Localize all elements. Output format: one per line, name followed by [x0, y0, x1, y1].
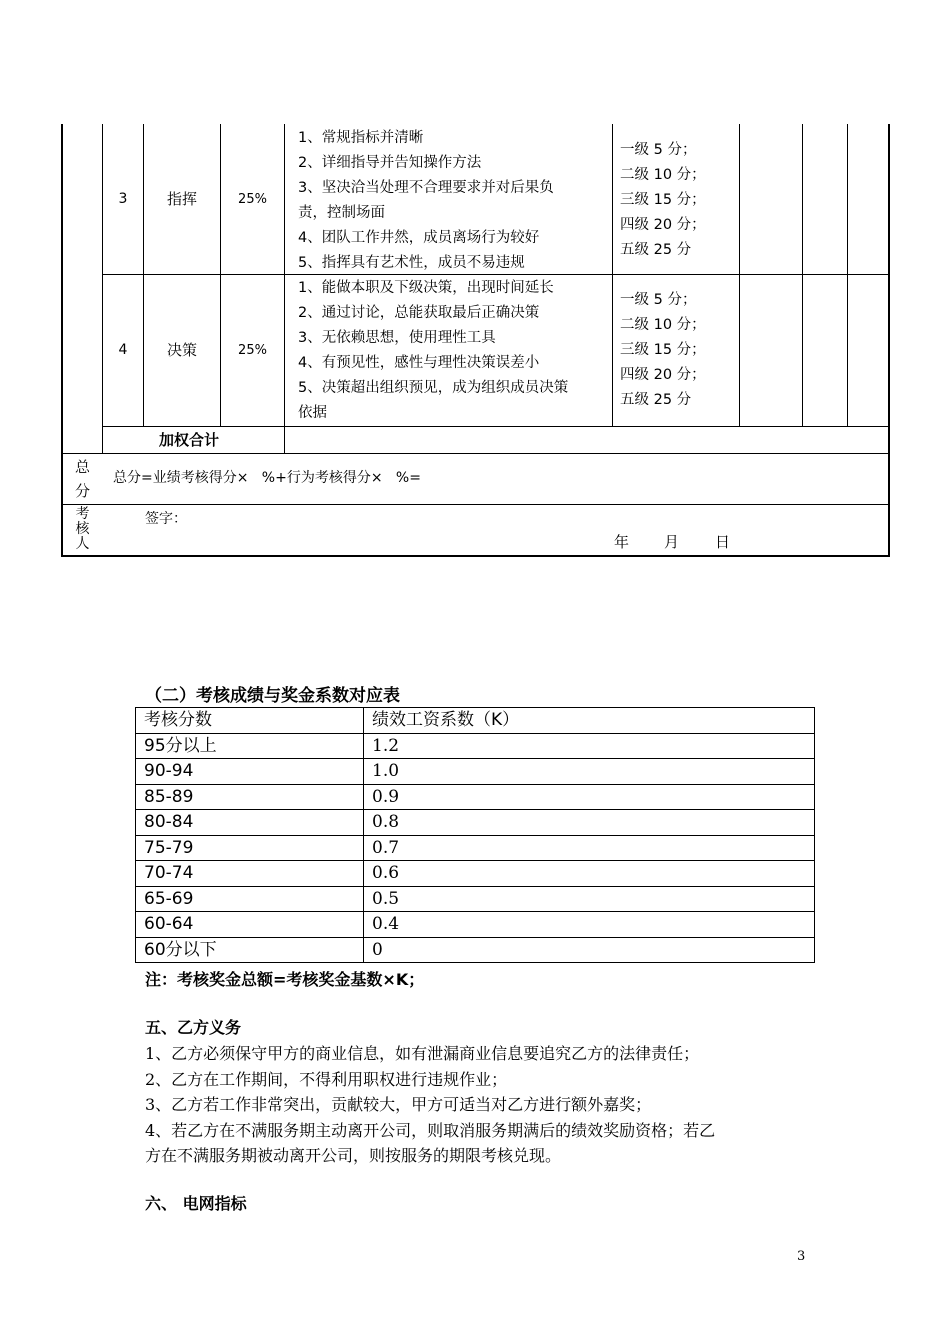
coefficient: 0.8 [364, 810, 815, 836]
section5-heading: 五、乙方义务 [145, 1018, 242, 1037]
table-header-row [136, 708, 815, 734]
level-line: 一级 5 分； [620, 292, 697, 308]
page-number: 3 [797, 1249, 806, 1264]
row-number: 4 [118, 342, 128, 358]
criteria-line: 3、坚决洽当处理不合理要求并对后果负 [298, 180, 554, 196]
item-name: 决策 [166, 341, 197, 359]
level-scores [620, 138, 738, 263]
table-row [136, 733, 815, 759]
level-scores [620, 288, 738, 413]
date-year: 年 [614, 533, 630, 551]
weighted-total-label: 加权合计 [159, 431, 220, 449]
table-row [136, 810, 815, 836]
section6-heading: 六、 电网指标 [145, 1194, 247, 1213]
criteria-line: 1、常规指标并清晰 [298, 130, 424, 146]
total-label-char: 总 [74, 458, 90, 476]
score-range: 80-84 [136, 810, 364, 836]
coefficient: 0.9 [364, 784, 815, 810]
table-row [136, 759, 815, 785]
coefficient: 0.4 [364, 912, 815, 938]
coefficient: 0.7 [364, 835, 815, 861]
coefficient: 1.0 [364, 759, 815, 785]
assessor-label-char: 考 [75, 506, 90, 522]
criteria-line: 2、详细指导并告知操作方法 [298, 155, 482, 171]
assessor-label-char: 核 [75, 521, 90, 537]
level-line: 五级 25 分 [620, 392, 692, 408]
item-weight: 25% [238, 343, 267, 358]
level-line: 三级 15 分； [620, 192, 706, 208]
level-line: 四级 20 分； [620, 367, 706, 383]
total-label [63, 454, 102, 505]
score-coefficient-table [135, 707, 815, 963]
criteria-line: 责，控制场面 [298, 205, 385, 221]
criteria-line: 4、团队工作井然，成员离场行为较好 [298, 230, 540, 246]
section5-line: 方在不满服务期被动离开公司，则按服务的期限考核兑现。 [145, 1146, 562, 1165]
table-row [136, 912, 815, 938]
level-line: 五级 25 分 [620, 242, 692, 258]
criteria-line: 4、有预见性，感性与理性决策误差小 [298, 355, 540, 371]
criteria-line: 3、无依赖思想，使用理性工具 [298, 330, 496, 346]
criteria-line: 5、指挥具有艺术性，成员不易违规 [298, 255, 525, 271]
evaluation-table [61, 124, 890, 557]
table-row [136, 886, 815, 912]
total-formula: 总分=业绩考核得分× %+行为考核得分× %= [113, 470, 421, 486]
level-line: 三级 15 分； [620, 342, 706, 358]
coefficient: 0 [364, 937, 815, 963]
section5-line: 3、乙方若工作非常突出，贡献较大，甲方可适当对乙方进行额外嘉奖； [145, 1095, 652, 1114]
date-month: 月 [664, 533, 680, 551]
level-line: 二级 10 分； [620, 317, 706, 333]
section5-line: 2、乙方在工作期间，不得利用职权进行违规作业； [145, 1070, 508, 1089]
criteria-list [298, 126, 610, 276]
level-line: 二级 10 分； [620, 167, 706, 183]
item-name: 指挥 [166, 189, 197, 208]
coefficient: 0.6 [364, 861, 815, 887]
score-range: 60分以下 [136, 937, 364, 963]
criteria-line: 依据 [298, 405, 327, 421]
criteria-line: 1、能做本职及下级决策，出现时间延长 [298, 280, 554, 296]
score-range: 90-94 [136, 759, 364, 785]
coefficient: 1.2 [364, 733, 815, 759]
table-row [136, 861, 815, 887]
criteria-line: 2、通过讨论，总能获取最后正确决策 [298, 305, 540, 321]
item-weight: 25% [238, 191, 267, 207]
date-day: 日 [715, 533, 731, 551]
table-row [136, 784, 815, 810]
score-range: 75-79 [136, 835, 364, 861]
assessor-label [63, 505, 102, 557]
assessor-label-char: 人 [75, 536, 90, 552]
signature-label: 签字： [145, 511, 187, 527]
score-range: 65-69 [136, 886, 364, 912]
score-range: 85-89 [136, 784, 364, 810]
score-table-title: （二）考核成绩与奖金系数对应表 [145, 686, 400, 706]
score-note: 注：考核奖金总额=考核奖金基数×K； [145, 970, 425, 989]
table-row [136, 835, 815, 861]
criteria-line: 5、决策超出组织预见，成为组织成员决策 [298, 380, 569, 396]
section5-line: 1、乙方必须保守甲方的商业信息，如有泄漏商业信息要追究乙方的法律责任； [145, 1044, 700, 1063]
criteria-list [298, 276, 610, 426]
score-range: 70-74 [136, 861, 364, 887]
total-label-char: 分 [74, 482, 90, 500]
section5-line: 4、若乙方在不满服务期主动离开公司，则取消服务期满后的绩效奖励资格；若乙 [145, 1121, 716, 1140]
level-line: 一级 5 分； [620, 142, 697, 158]
table-row [136, 937, 815, 963]
score-range: 95分以上 [136, 733, 364, 759]
level-line: 四级 20 分； [620, 217, 706, 233]
header-score: 考核分数 [136, 708, 364, 734]
row-number: 3 [118, 190, 128, 207]
header-coefficient: 绩效工资系数（K） [364, 708, 815, 734]
coefficient: 0.5 [364, 886, 815, 912]
score-range: 60-64 [136, 912, 364, 938]
